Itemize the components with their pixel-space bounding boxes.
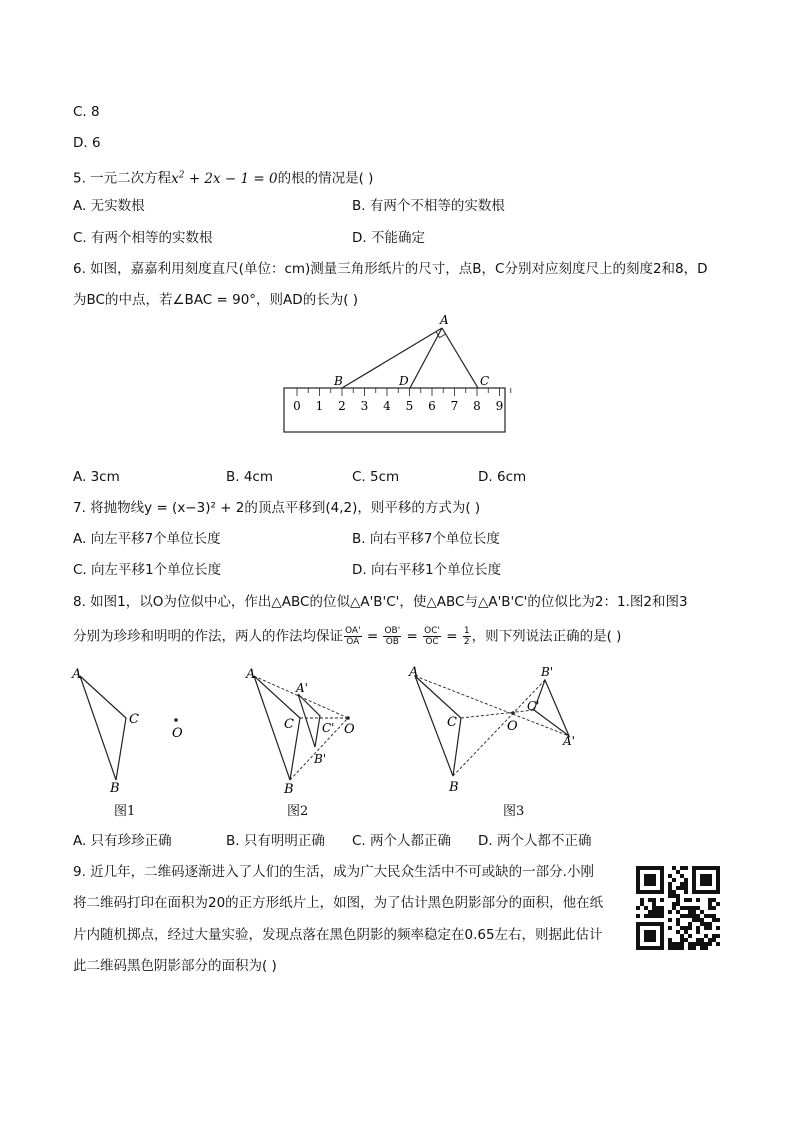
fraction-oc	[423, 626, 441, 647]
ruler-tick-label: 0	[293, 399, 301, 413]
label-c: C	[129, 712, 139, 727]
q9-stem-line4: 此二维码黑色阴影部分的面积为( )	[73, 958, 277, 974]
q8-stem-line1: 8. 如图1，以O为位似中心，作出△ABC的位似△A'B'C'，使△ABC与△A'B'C'的位似比为2：1.图2和图3	[73, 594, 688, 610]
frac-num: OB'	[384, 626, 401, 636]
label-b: B	[284, 782, 294, 797]
q9-stem-line1: 9. 近几年，二维码逐渐进入了人们的生活，成为广大民众生活中不可或缺的一部分.小刚	[73, 864, 594, 880]
q5-equation: $x^2 + 2x - 1 = 0$	[171, 170, 278, 187]
q9-stem-line3: 片内随机掷点，经过大量实验，发现点落在黑色阴影的频率稳定在0.65左右，则据此估计	[73, 927, 603, 943]
q6-option-d: D. 6cm	[478, 469, 527, 485]
q6-stem-line1: 6. 如图，嘉嘉利用刻度直尺(单位：cm)测量三角形纸片的尺寸，点B，C分别对应刻度尺上的刻度2和8，D	[73, 261, 708, 277]
segment-ac	[442, 328, 478, 388]
label-b: B	[449, 780, 459, 795]
ruler-tick-label: 8	[473, 399, 481, 413]
label-a: A	[246, 667, 256, 682]
triangle-abc	[80, 676, 126, 780]
q8-option-b: B. 只有明明正确	[226, 833, 325, 849]
q5-stem	[73, 165, 373, 189]
q6-stem-line2: 为BC的中点，若∠BAC = 90°，则AD的长为( )	[73, 292, 359, 308]
q4-option-d: D. 6	[73, 135, 101, 151]
frac-num: OA'	[345, 626, 361, 636]
ruler-tick-label: 3	[360, 399, 369, 413]
q7-option-c: C. 向左平移1个单位长度	[73, 562, 222, 578]
frac-num: OC'	[424, 626, 440, 636]
dash-cc1	[461, 710, 534, 718]
q6-option-b: B. 4cm	[226, 469, 274, 485]
q5-option-d: D. 不能确定	[352, 230, 425, 246]
q4-option-c: C. 8	[73, 104, 100, 120]
q5-stem-tail: 的根的情况是( )	[277, 170, 374, 187]
label-o: O	[344, 722, 355, 737]
q7-option-d: D. 向右平移1个单位长度	[352, 562, 502, 578]
label-b: B	[334, 374, 343, 388]
label-c-prime: C'	[322, 721, 335, 735]
ruler-tick-label: 4	[383, 399, 391, 413]
ruler-tick-label: 5	[405, 399, 414, 413]
label-a: A	[72, 667, 82, 682]
q5-stem-text: 5. 一元二次方程	[73, 170, 172, 187]
q6-option-c: C. 5cm	[352, 469, 400, 485]
point-o	[511, 711, 515, 715]
q8-stem-line2-a: 分别为珍珍和明明的作法，两人的作法均保证	[73, 628, 343, 645]
fraction-half	[463, 626, 471, 647]
ruler-tick-label: 1	[315, 399, 324, 413]
ruler-tick-label: 7	[450, 399, 459, 413]
label-a: A	[440, 313, 449, 327]
label-b-prime: B'	[314, 752, 327, 766]
label-a-prime: A'	[563, 734, 575, 748]
ruler-tick-label: 9	[495, 399, 504, 413]
q8-figure-1	[66, 660, 196, 800]
q5-option-b: B. 有两个不相等的实数根	[352, 198, 505, 214]
label-o: O	[507, 719, 518, 734]
q5-option-c: C. 有两个相等的实数根	[73, 230, 213, 246]
label-d: D	[399, 374, 409, 388]
point-o	[346, 716, 350, 720]
q6-ruler-figure	[270, 310, 520, 435]
fig2-caption: 图2	[287, 804, 309, 819]
fraction-oa	[344, 626, 362, 647]
ruler-tick-label: 6	[428, 399, 436, 413]
fig1-caption: 图1	[114, 804, 136, 819]
label-a-prime: A'	[296, 681, 308, 695]
point-o	[174, 718, 178, 722]
q7-stem: 7. 将抛物线y = (x−3)² + 2的顶点平移到(4,2)，则平移的方式为( )	[73, 500, 481, 516]
q8-option-d: D. 两个人都不正确	[478, 833, 592, 849]
ruler-tick-label: 2	[338, 399, 346, 413]
q8-stem-line2: 分别为珍珍和明明的作法，两人的作法均保证 $\frac{OA'}{OA}$ = $\frac{OB'}{OB}$ = $\frac{OC'}{OC}$ = $\frac{1}{2}$ ，则下列说法正确的是( )	[73, 626, 622, 647]
label-c: C	[447, 715, 457, 730]
label-c-prime: C'	[527, 699, 540, 713]
qr-code-image	[636, 866, 720, 950]
q8-figure-3	[403, 660, 593, 800]
q7-option-b: B. 向右平移7个单位长度	[352, 531, 500, 547]
frac-num: 1	[463, 626, 470, 636]
fraction-ob	[383, 626, 401, 647]
label-c: C	[284, 717, 294, 732]
q8-option-c: C. 两个人都正确	[352, 833, 452, 849]
dash-bb1	[453, 680, 545, 776]
label-c: C	[480, 374, 490, 388]
fig3-caption: 图3	[503, 804, 525, 819]
q5-option-a: A. 无实数根	[73, 198, 145, 214]
label-b-prime: B'	[541, 665, 554, 679]
label-b: B	[110, 781, 120, 796]
frac-den: OA	[346, 637, 360, 647]
q8-figure-2	[240, 660, 370, 800]
label-a: A	[409, 665, 419, 680]
frac-den: OC	[425, 637, 439, 647]
q9-stem-line2: 将二维码打印在面积为20的正方形纸片上，如图，为了估计黑色阴影部分的面积，他在纸	[73, 895, 604, 911]
q6-option-a: A. 3cm	[73, 469, 120, 485]
label-o: O	[172, 726, 183, 741]
segment-ab	[342, 328, 442, 388]
triangle-a1b1c1	[298, 694, 320, 747]
q8-stem-line2-b: ，则下列说法正确的是( )	[471, 628, 622, 645]
dash-aa1	[415, 676, 569, 736]
q8-option-a: A. 只有珍珍正确	[73, 833, 172, 849]
q7-option-a: A. 向左平移7个单位长度	[73, 531, 221, 547]
frac-den: OB	[385, 637, 399, 647]
frac-den: 2	[463, 637, 470, 647]
